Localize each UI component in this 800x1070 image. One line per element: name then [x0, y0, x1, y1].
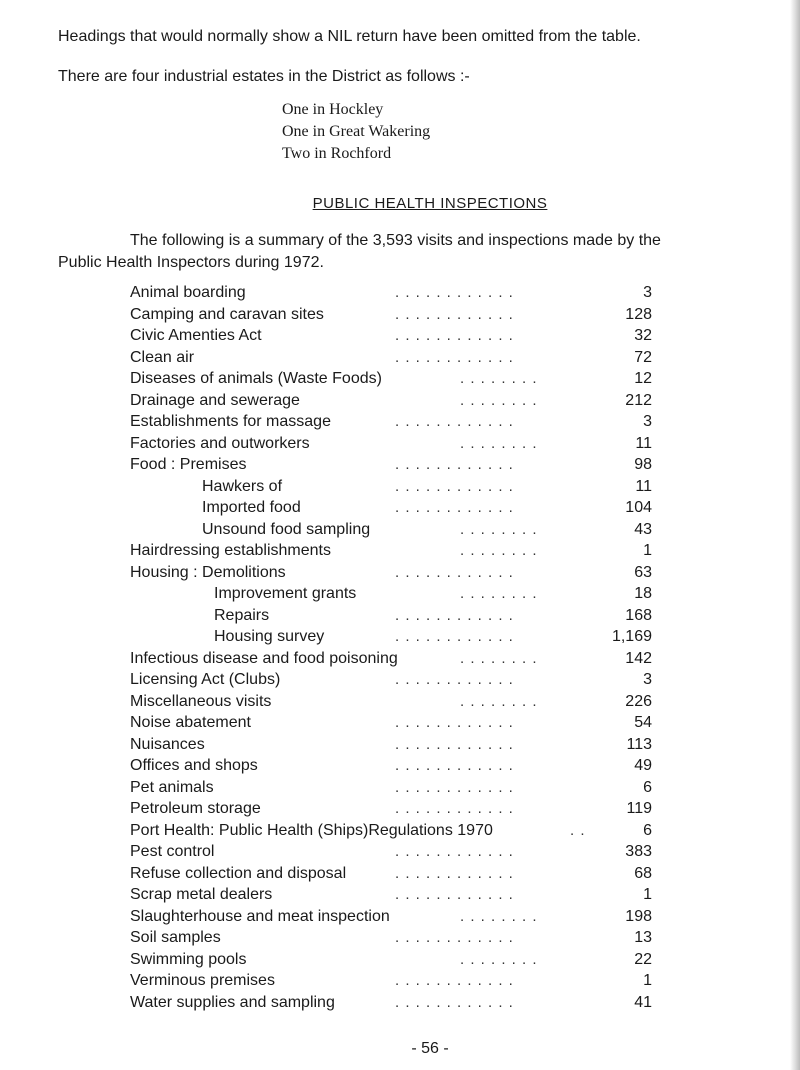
- row-value: 54: [634, 714, 652, 731]
- row-label: Noise abatement: [130, 714, 251, 731]
- row-value: 11: [635, 434, 652, 452]
- row-value: 226: [625, 692, 652, 710]
- row-label: Scrap metal dealers: [130, 886, 273, 903]
- summary-line-2: Public Health Inspectors during 1972.: [58, 254, 324, 271]
- row-value: 63: [634, 563, 652, 581]
- row-label: Clean air: [130, 348, 195, 366]
- row-label: Food : Premises: [130, 456, 247, 473]
- row-label: Civic Amenties Act: [130, 327, 262, 344]
- table-row: [130, 779, 652, 801]
- table-row: [130, 499, 652, 521]
- table-row: [130, 327, 652, 349]
- table-row: [130, 521, 652, 543]
- dot-leader: . . . . . . . . . . . .: [395, 327, 514, 344]
- table-row: [130, 822, 652, 844]
- table-row: [130, 392, 652, 414]
- dot-leader: . . . . . . . . . . . .: [395, 284, 514, 301]
- row-label: Petroleum storage: [130, 800, 261, 817]
- row-value: 119: [626, 800, 652, 817]
- row-label: Verminous premises: [130, 972, 275, 989]
- dot-leader: . . . . . . . .: [460, 434, 538, 452]
- dot-leader: . . . . . . . .: [460, 649, 538, 667]
- row-label: Hawkers of: [202, 477, 283, 495]
- table-row: [130, 865, 652, 887]
- table-row: [130, 693, 652, 715]
- dot-leader: . .: [570, 821, 586, 839]
- table-row: [130, 714, 652, 736]
- dot-leader: . . . . . . . .: [460, 585, 538, 602]
- table-row: [130, 886, 652, 908]
- row-label: Camping and caravan sites: [130, 305, 324, 323]
- dot-leader: . . . . . . . . . . . .: [395, 628, 514, 645]
- row-value: 43: [634, 520, 652, 538]
- row-value: 12: [634, 370, 652, 387]
- dot-leader: . . . . . . . . . . . .: [395, 499, 514, 516]
- dot-leader: . . . . . . . .: [460, 520, 538, 538]
- omitted-note: Headings that would normally show a NIL return have been omitted from the table.: [58, 28, 641, 45]
- dot-leader: . . . . . . . . . . . .: [395, 864, 514, 882]
- row-value: 383: [625, 843, 652, 860]
- table-row: [130, 478, 652, 500]
- dot-leader: . . . . . . . . . . . .: [395, 800, 514, 817]
- table-row: [130, 757, 652, 779]
- row-value: 212: [625, 391, 652, 409]
- row-label: Housing : Demolitions: [130, 563, 286, 581]
- table-row: [130, 435, 652, 457]
- dot-leader: . . . . . . . .: [460, 692, 538, 710]
- row-label: Offices and shops: [130, 757, 258, 774]
- row-label: Infectious disease and food poisoning: [130, 649, 398, 667]
- table-row: [130, 929, 652, 951]
- row-value: 1: [643, 542, 652, 559]
- dot-leader: . . . . . . . . . . . .: [395, 972, 514, 989]
- row-label: Pet animals: [130, 778, 214, 796]
- dot-leader: . . . . . . . . . . . .: [395, 843, 514, 860]
- table-row: [130, 413, 652, 435]
- row-label: Factories and outworkers: [130, 434, 310, 452]
- table-row: [130, 564, 652, 586]
- row-label: Establishments for massage: [130, 413, 331, 430]
- dot-leader: . . . . . . . . . . . .: [395, 413, 514, 430]
- dot-leader: . . . . . . . . . . . .: [395, 606, 514, 624]
- row-value: 18: [634, 585, 652, 602]
- table-row: [130, 843, 652, 865]
- row-value: 3: [643, 284, 652, 301]
- page-number: - 56 -: [411, 1040, 449, 1057]
- dot-leader: . . . . . . . .: [460, 950, 538, 968]
- table-row: [130, 994, 652, 1016]
- row-label: Drainage and sewerage: [130, 391, 300, 409]
- row-value: 72: [634, 348, 652, 366]
- table-row: [130, 284, 652, 306]
- table-row: [130, 800, 652, 822]
- row-value: 3: [643, 671, 652, 688]
- table-row: [130, 306, 652, 328]
- dot-leader: . . . . . . . . . . . .: [395, 714, 514, 731]
- dot-leader: . . . . . . . . . . . .: [395, 886, 514, 903]
- estate-item: One in Great Wakering: [282, 123, 431, 140]
- dot-leader: . . . . . . . . . . . .: [395, 929, 514, 946]
- dot-leader: . . . . . . . . . . . .: [395, 757, 514, 774]
- dot-leader: . . . . . . . . . . . .: [395, 671, 514, 688]
- row-value: 41: [634, 993, 652, 1011]
- summary-line-1: The following is a summary of the 3,593 visits and inspections made by the: [130, 232, 661, 249]
- row-label: Diseases of animals (Waste Foods): [130, 370, 382, 387]
- row-value: 168: [625, 606, 652, 624]
- table-row: [130, 628, 652, 650]
- table-row: [130, 972, 652, 994]
- row-label: Water supplies and sampling: [130, 993, 335, 1011]
- row-value: 113: [626, 735, 652, 753]
- dot-leader: . . . . . . . . . . . .: [395, 993, 514, 1011]
- dot-leader: . . . . . . . . . . . .: [395, 778, 514, 796]
- row-value: 128: [625, 305, 652, 323]
- row-label: Pest control: [130, 843, 215, 860]
- row-label: Nuisances: [130, 735, 205, 753]
- row-value: 3: [643, 413, 652, 430]
- estates-intro: There are four industrial estates in the District as follows :-: [58, 68, 470, 85]
- row-label: Housing survey: [214, 628, 325, 645]
- row-label: Slaughterhouse and meat inspection: [130, 907, 390, 925]
- dot-leader: . . . . . . . . . . . .: [395, 456, 514, 473]
- dot-leader: . . . . . . . . . . . .: [395, 477, 514, 495]
- section-heading: PUBLIC HEALTH INSPECTIONS: [312, 195, 548, 212]
- dot-leader: . . . . . . . . . . . .: [395, 735, 514, 753]
- row-value: 68: [634, 864, 652, 882]
- row-label: Improvement grants: [214, 585, 357, 602]
- row-label: Unsound food sampling: [202, 520, 371, 538]
- dot-leader: . . . . . . . . . . . .: [395, 348, 514, 366]
- table-row: [130, 349, 652, 371]
- dot-leader: . . . . . . . .: [460, 370, 538, 387]
- row-label: Hairdressing establishments: [130, 542, 331, 559]
- row-value: 1: [643, 972, 652, 989]
- row-label: Imported food: [202, 499, 301, 516]
- row-value: 1,169: [611, 628, 652, 645]
- row-label: Refuse collection and disposal: [130, 864, 347, 882]
- estate-item: Two in Rochford: [282, 145, 392, 162]
- row-value: 142: [625, 649, 652, 667]
- row-value: 49: [634, 757, 652, 774]
- row-value: 6: [643, 821, 652, 839]
- row-value: 13: [634, 929, 652, 946]
- row-value: 198: [625, 907, 652, 925]
- row-value: 1: [643, 886, 652, 903]
- row-label: Swimming pools: [130, 950, 247, 968]
- table-row: [130, 908, 652, 930]
- table-row: [130, 542, 652, 564]
- row-value: 104: [625, 499, 652, 516]
- row-label: Repairs: [214, 606, 270, 624]
- row-value: 98: [634, 456, 652, 473]
- dot-leader: . . . . . . . . . . . .: [395, 563, 514, 581]
- dot-leader: . . . . . . . .: [460, 542, 538, 559]
- row-label: Licensing Act (Clubs): [130, 671, 281, 688]
- row-label: Port Health: Public Health (Ships)Regulations 1970: [130, 821, 493, 839]
- table-row: [130, 456, 652, 478]
- table-row: [130, 736, 652, 758]
- page-edge-shadow: [790, 0, 800, 1070]
- table-row: [130, 585, 652, 607]
- estate-item: One in Hockley: [282, 101, 384, 118]
- table-row: [130, 607, 652, 629]
- row-value: 22: [634, 950, 652, 968]
- row-value: 11: [635, 477, 652, 495]
- row-value: 32: [634, 327, 652, 344]
- table-row: [130, 951, 652, 973]
- row-label: Animal boarding: [130, 284, 246, 301]
- dot-leader: . . . . . . . .: [460, 391, 538, 409]
- row-value: 6: [643, 778, 652, 796]
- table-row: [130, 370, 652, 392]
- row-label: Miscellaneous visits: [130, 692, 272, 710]
- dot-leader: . . . . . . . .: [460, 907, 538, 925]
- dot-leader: . . . . . . . . . . . .: [395, 305, 514, 323]
- table-row: [130, 650, 652, 672]
- row-label: Soil samples: [130, 929, 221, 946]
- table-row: [130, 671, 652, 693]
